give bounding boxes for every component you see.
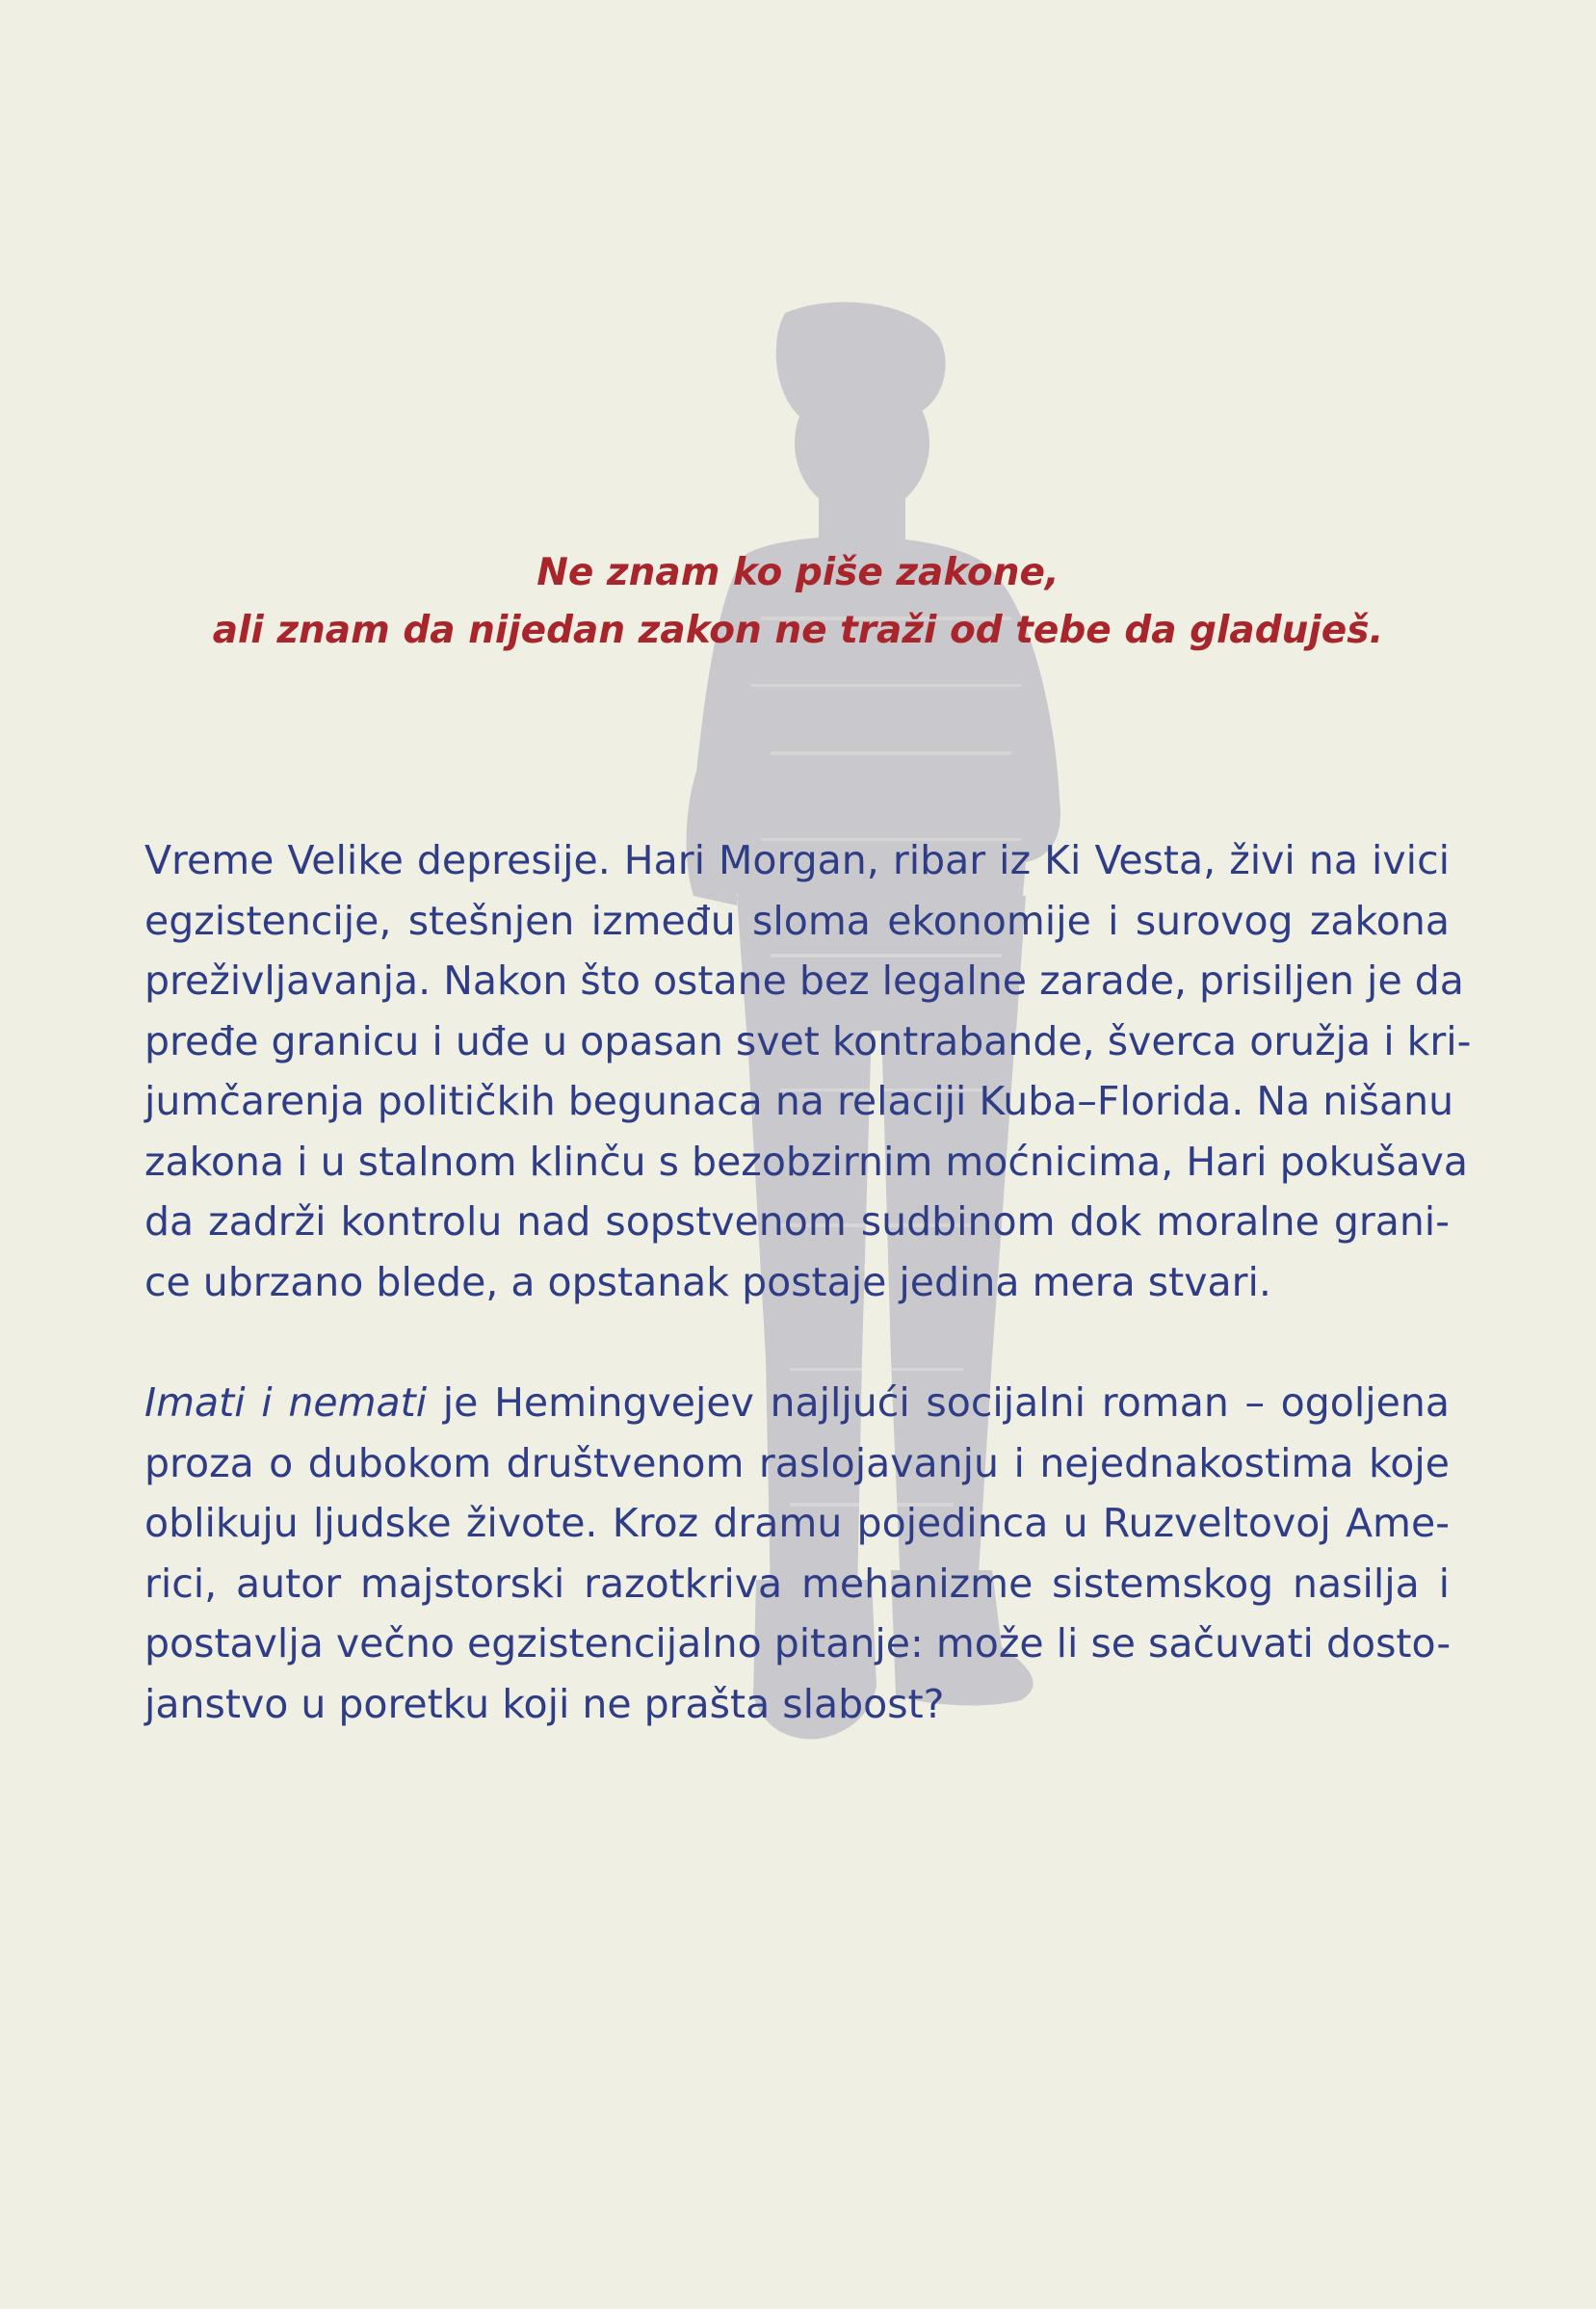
paragraph-2-first-line xyxy=(144,1373,1450,1433)
paragraph-2-first-line-rest: je Hemingvejev najljući socijalni roman – ogoljena xyxy=(427,1379,1450,1426)
paragraph-1-line: da zadrži kontrolu nad sopstvenom sudbinom dok moralne grani- xyxy=(144,1198,1450,1245)
paragraph-2-line: janstvo u poretku koji ne prašta slabost? xyxy=(144,1680,945,1727)
paragraph-1-line: ce ubrzano blede, a opstanak postaje jedina mera stvari. xyxy=(144,1258,1271,1305)
epigraph-line-2: ali znam da nijedan zakon ne traži od tebe da gladuješ. xyxy=(212,609,1384,652)
paragraph-1-line: preživljavanja. Nakon što ostane bez legalne zarade, prisiljen je da xyxy=(144,958,1464,1004)
paragraph-2-line: rici, autor majstorski razotkriva mehanizme sistemskog nasilja i xyxy=(144,1560,1450,1607)
blurb-paragraph-2 xyxy=(144,1373,1450,1734)
paragraph-2-line: oblikuju ljudske živote. Kroz dramu pojedinca u Ruzveltovoj Ame- xyxy=(144,1500,1450,1546)
paragraph-1-line: pređe granicu i uđe u opasan svet kontrabande, šverca oružja i kri- xyxy=(144,1017,1472,1064)
blurb-paragraph-1 xyxy=(144,830,1472,1312)
paragraph-2-line: postavlja večno egzistencijalno pitanje: može li se sačuvati dosto- xyxy=(144,1620,1452,1666)
paragraph-1-line: jumčarenja političkih begunaca na relaciji Kuba–Florida. Na nišanu xyxy=(144,1078,1454,1124)
paragraph-1-line: zakona i u stalnom klinču s bezobzirnim moćnicima, Hari pokušava xyxy=(144,1138,1469,1185)
paragraph-1-line: Vreme Velike depresije. Hari Morgan, ribar iz Ki Vesta, živi na ivici xyxy=(144,837,1450,883)
paragraph-1-line: egzistencije, stešnjen između sloma ekonomije i surovog zakona xyxy=(144,897,1450,944)
paragraph-2-line: proza o dubokom društvenom raslojavanju i nejednakostima koje xyxy=(144,1439,1450,1486)
book-title: Imati i nemati xyxy=(144,1379,428,1426)
epigraph-quote xyxy=(0,544,1596,660)
epigraph-line-1: Ne znam ko piše zakone, xyxy=(536,551,1060,594)
